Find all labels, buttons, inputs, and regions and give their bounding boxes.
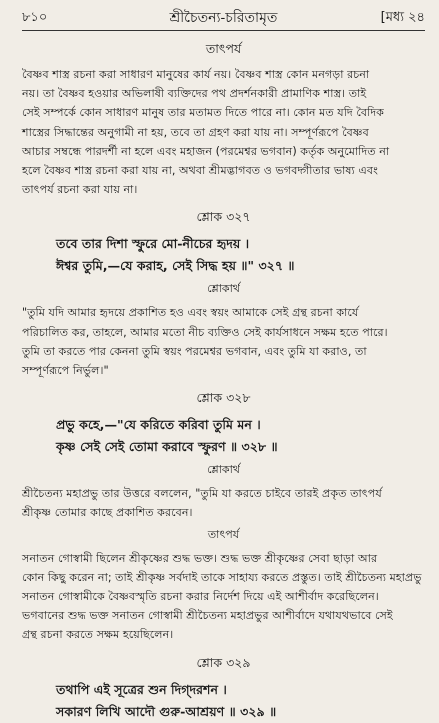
verse-heading: শ্লোক ৩২৮ <box>196 390 251 406</box>
verse-text <box>22 414 425 458</box>
purport-heading: তাৎপর্য <box>207 527 240 541</box>
purport-heading: তাৎপর্য <box>205 41 242 56</box>
translation-heading: শ্লোকার্থ <box>207 463 240 477</box>
text-line: শ্রীকৃষ্ণ তোমার কাছে প্রকাশিত করবেন। <box>22 506 193 520</box>
verse-line: তথাপি এই সূত্রের শুন দিগ্‌দরশন । <box>56 681 227 697</box>
verse-line: কৃষ্ণ সেই সেই তোমা করাবে স্ফুরণ ॥ ৩২৮ ॥ <box>56 439 278 455</box>
page-header <box>22 0 425 31</box>
verse-line: সকারণ লিখি আদৌ গুরু-আশ্রয়ণ ॥ ৩২৯ ॥ <box>56 703 277 719</box>
verse-text <box>22 679 425 723</box>
text-line: শাস্ত্রের সিদ্ধান্তের অনুগামী না হয়, তবে তা গ্রহণ করা যায় না। সম্পূর্ণরূপে বৈষ্ণব <box>22 125 369 139</box>
verse-line: ঈশ্বর তুমি,—যে করাহ, সেই সিদ্ধ হয় ॥" ৩২৭ ॥ <box>56 258 295 274</box>
book-title: শ্রীচৈতন্য-চরিতামৃত <box>169 10 278 26</box>
verse-line: তবে তার দিশা স্ফুরে মো-নীচের হৃদয় । <box>56 236 250 252</box>
translation-heading: শ্লোকার্থ <box>207 282 240 296</box>
text-line: বৈষ্ণব শাস্ত্র রচনা করা সাধারণ মানুষের কার্য নয়। বৈষ্ণব শাস্ত্র কোন মনগড়া রচনা <box>22 68 370 81</box>
purport-paragraph <box>22 65 425 199</box>
text-line: গ্রন্থ রচনা করতে সক্ষম হয়েছিলেন। <box>22 628 174 642</box>
translation-paragraph <box>22 303 425 380</box>
page-number: ৮১০ <box>22 10 48 25</box>
text-line: পরিচালিত কর, তাহলে, আমার মতো নীচ ব্যক্তিও সেই কার্যসাধনে সক্ষম হতে পারে। <box>22 325 388 339</box>
verse-heading: শ্লোক ৩২৭ <box>196 209 251 225</box>
text-line: তুমি তা করতে পার কেননা তুমি স্বয়ং পরমেশ্বর ভগবান, এবং তুমি যা করাও, তা <box>22 344 367 358</box>
verse-text <box>22 233 425 277</box>
text-line: সেই সম্পর্কে কোন সাধারণ মানুষ তার মতামত দিতে পারে না। কোন মত যদি বৈদিক <box>22 106 385 120</box>
purport-paragraph <box>22 549 425 645</box>
text-line: শ্রীচৈতন্য মহাপ্রভু তার উত্তরে বললেন, "তুমি যা করতে চাইবে তারই প্রকৃত তাৎপর্য <box>22 487 382 501</box>
verse-line: প্রভু কহে,—"যে করিতে করিবা তুমি মন । <box>56 417 261 433</box>
translation-paragraph <box>22 484 425 522</box>
chapter-marker: [মধ্য ২৪ <box>380 10 425 25</box>
text-line: হলে বৈষ্ণব শাস্ত্র রচনা করা যায় না, অথবা শ্রীমদ্ভাগবত ও ভগবদ্গীতার ভাষ্য এবং <box>22 164 378 178</box>
verse-heading: শ্লোক ৩২৯ <box>196 654 251 670</box>
text-line: সনাতন গোস্বামীকে বৈষ্ণবস্মৃতি রচনা করার নির্দেশ দিয়ে এই আশীর্বাদ করেছিলেন। <box>22 590 379 604</box>
text-line: ভগবানের শুদ্ধ ভক্ত সনাতন গোস্বামী শ্রীচৈতন্য মহাপ্রভুর আশীর্বাদে যথাযথভাবে সেই <box>22 609 393 623</box>
text-line: নয়। তা বৈষ্ণব হওয়ার অভিলাষী ব্যক্তিদের পথ প্রদর্শনকারী প্রামাণিক শাস্ত্র। তাই <box>22 87 367 101</box>
text-line: তাৎপর্য রচনা করা যায় না। <box>22 183 138 197</box>
text-line: কোন কিছু করেন না; তাই শ্রীকৃষ্ণ সর্বদাই তাকে সাহায্য করতে প্রস্তুত। তাই শ্রীচৈতন্য মহাপ্রভু <box>22 570 422 584</box>
text-line: সনাতন গোস্বামী ছিলেন শ্রীকৃষ্ণের শুদ্ধ ভক্ত। শুদ্ধ ভক্ত শ্রীকৃষ্ণের সেবা ছাড়া আর <box>22 551 378 565</box>
text-line: সম্পূর্ণরূপে নির্ভুল।" <box>22 364 109 378</box>
text-line: আচার সম্বন্ধে পারদর্শী না হলে এবং মহাজন (পরমেশ্বর ভগবান) কর্তৃক অনুমোদিত না <box>22 144 390 158</box>
text-line: "তুমি যদি আমার হৃদয়ে প্রকাশিত হও এবং স্বয়ং আমাকে সেই গ্রন্থ রচনা কার্যে <box>22 306 359 320</box>
